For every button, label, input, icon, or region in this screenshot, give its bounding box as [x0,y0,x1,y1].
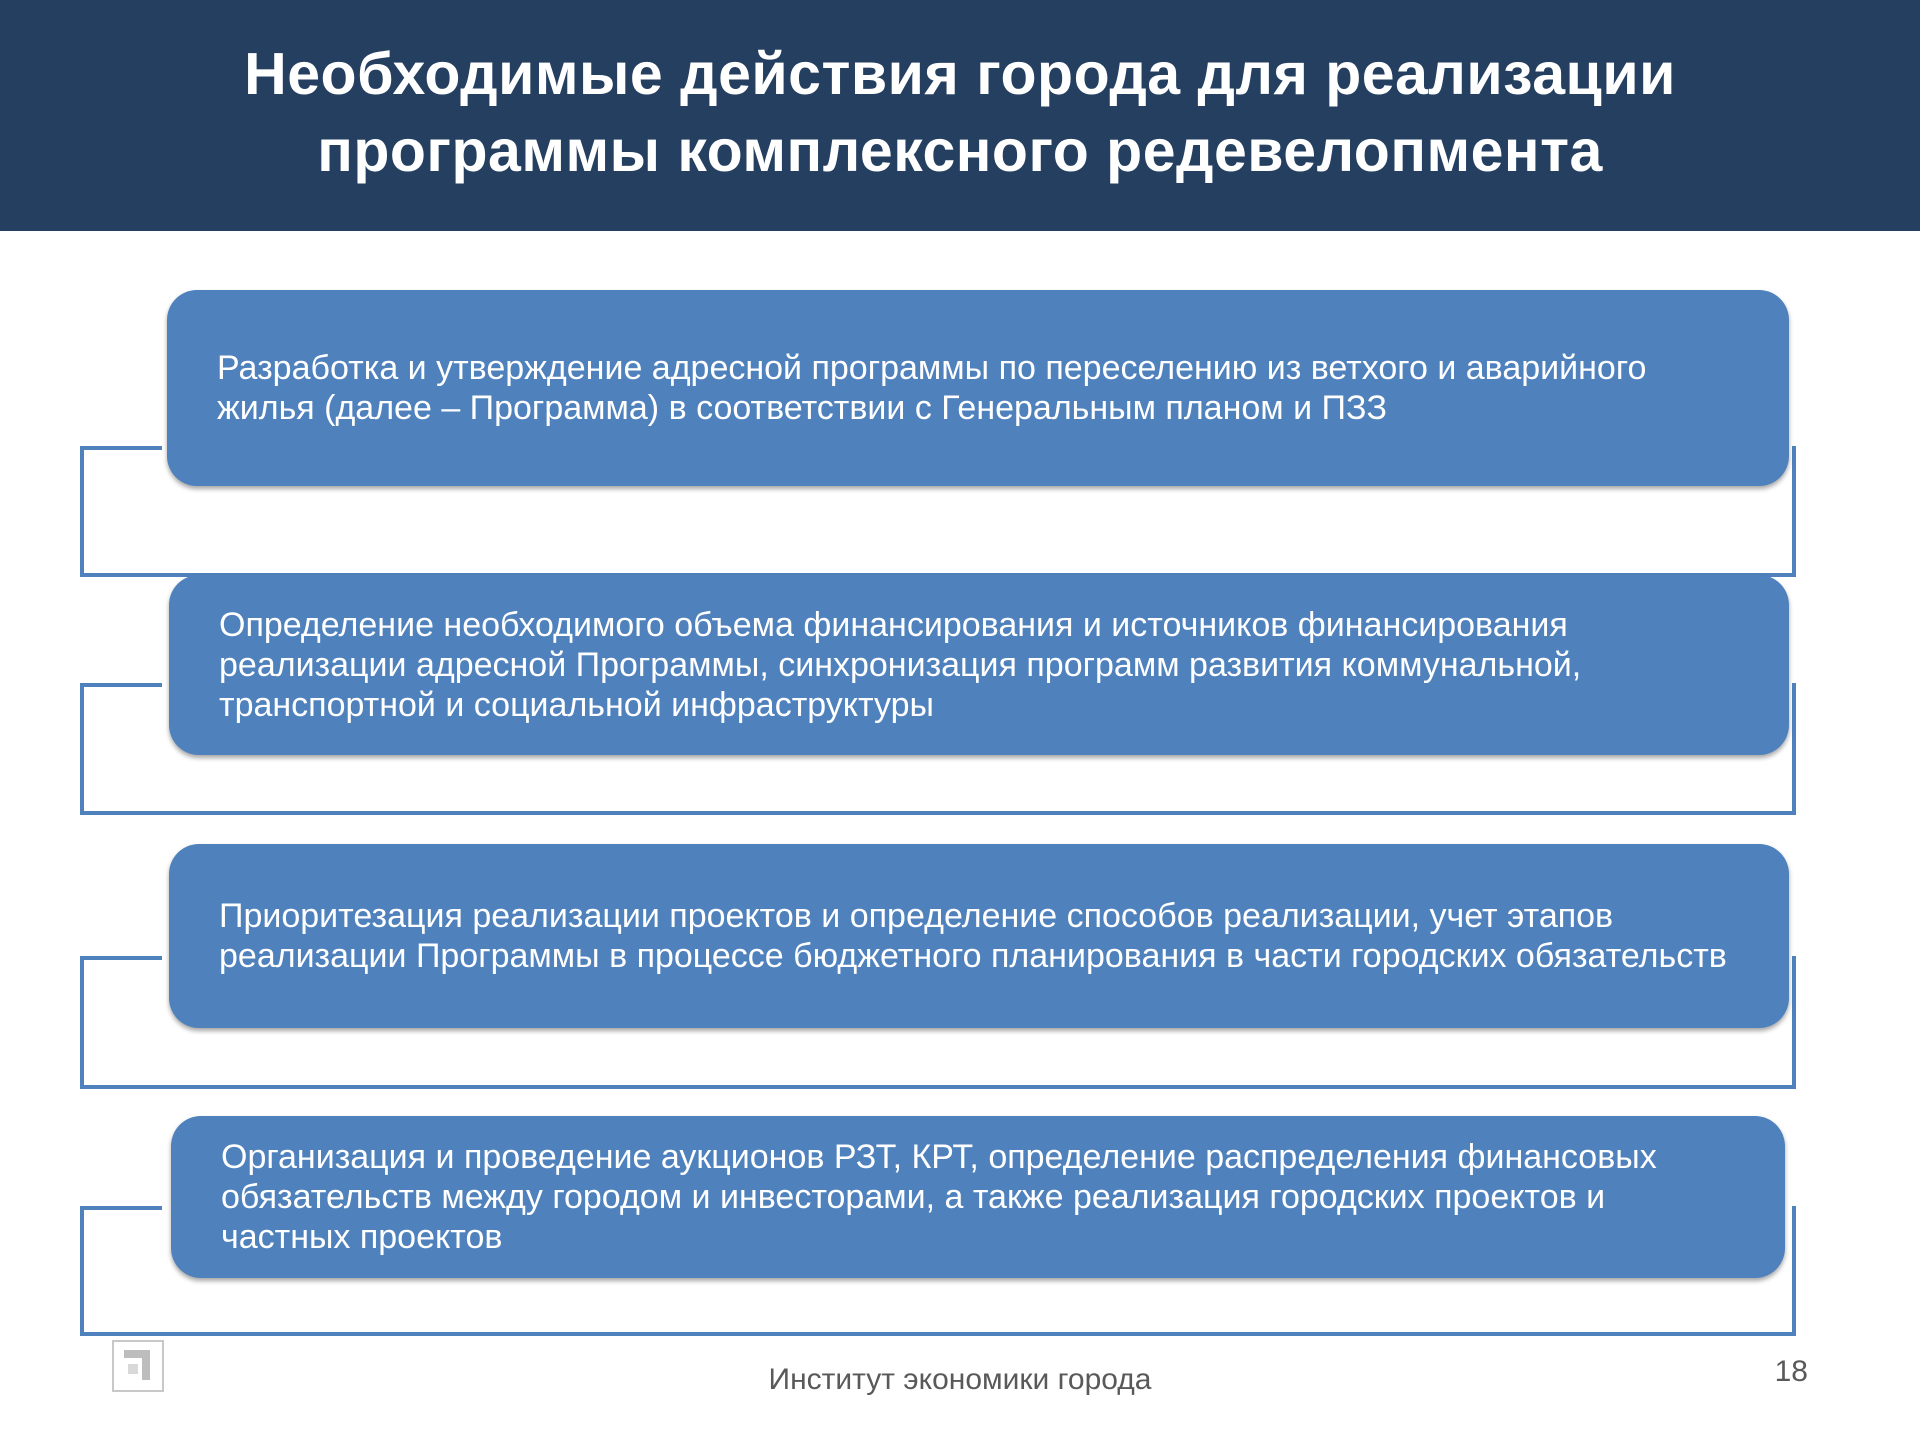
step-text-3: Приоритезация реализации проектов и определение способов реализации, учет этапов реализации Программы в процессе бюджетного планирования в части городских обязательств [219,897,1727,975]
title-banner [0,0,1920,231]
step-box-3 [169,844,1789,1028]
step-box-1 [167,290,1789,486]
footer-organization: Институт экономики города [768,1363,1152,1396]
step-bracket-tick-1 [80,446,162,450]
step-bracket-tick-2 [80,683,162,687]
slide-title [244,36,1676,195]
step-text-2: Определение необходимого объема финансирования и источников финансирования реализации адресной Программы, синхронизация программ развития коммунальной, транспортной и социальной инфраструктуры [219,606,1582,724]
step-text-4: Организация и проведение аукционов РЗТ, КРТ, определение распределения финансовых обязательств между городом и инвесторами, а также реализация городских проектов и частных проектов [221,1138,1657,1256]
step-bracket-tick-3 [80,956,162,960]
step-text-1: Разработка и утверждение адресной программы по переселению из ветхого и аварийного жилья (далее – Программа) в соответствии с Генеральным планом и ПЗЗ [217,349,1647,427]
slide-title-line-2: программы комплексного редевелопмента [317,117,1603,184]
step-bracket-tick-4 [80,1206,162,1210]
slide-title-line-1: Необходимые действия города для реализации [244,40,1676,107]
step-box-4 [171,1116,1785,1278]
step-box-2 [169,575,1789,755]
page-number: 18 [1774,1355,1808,1388]
